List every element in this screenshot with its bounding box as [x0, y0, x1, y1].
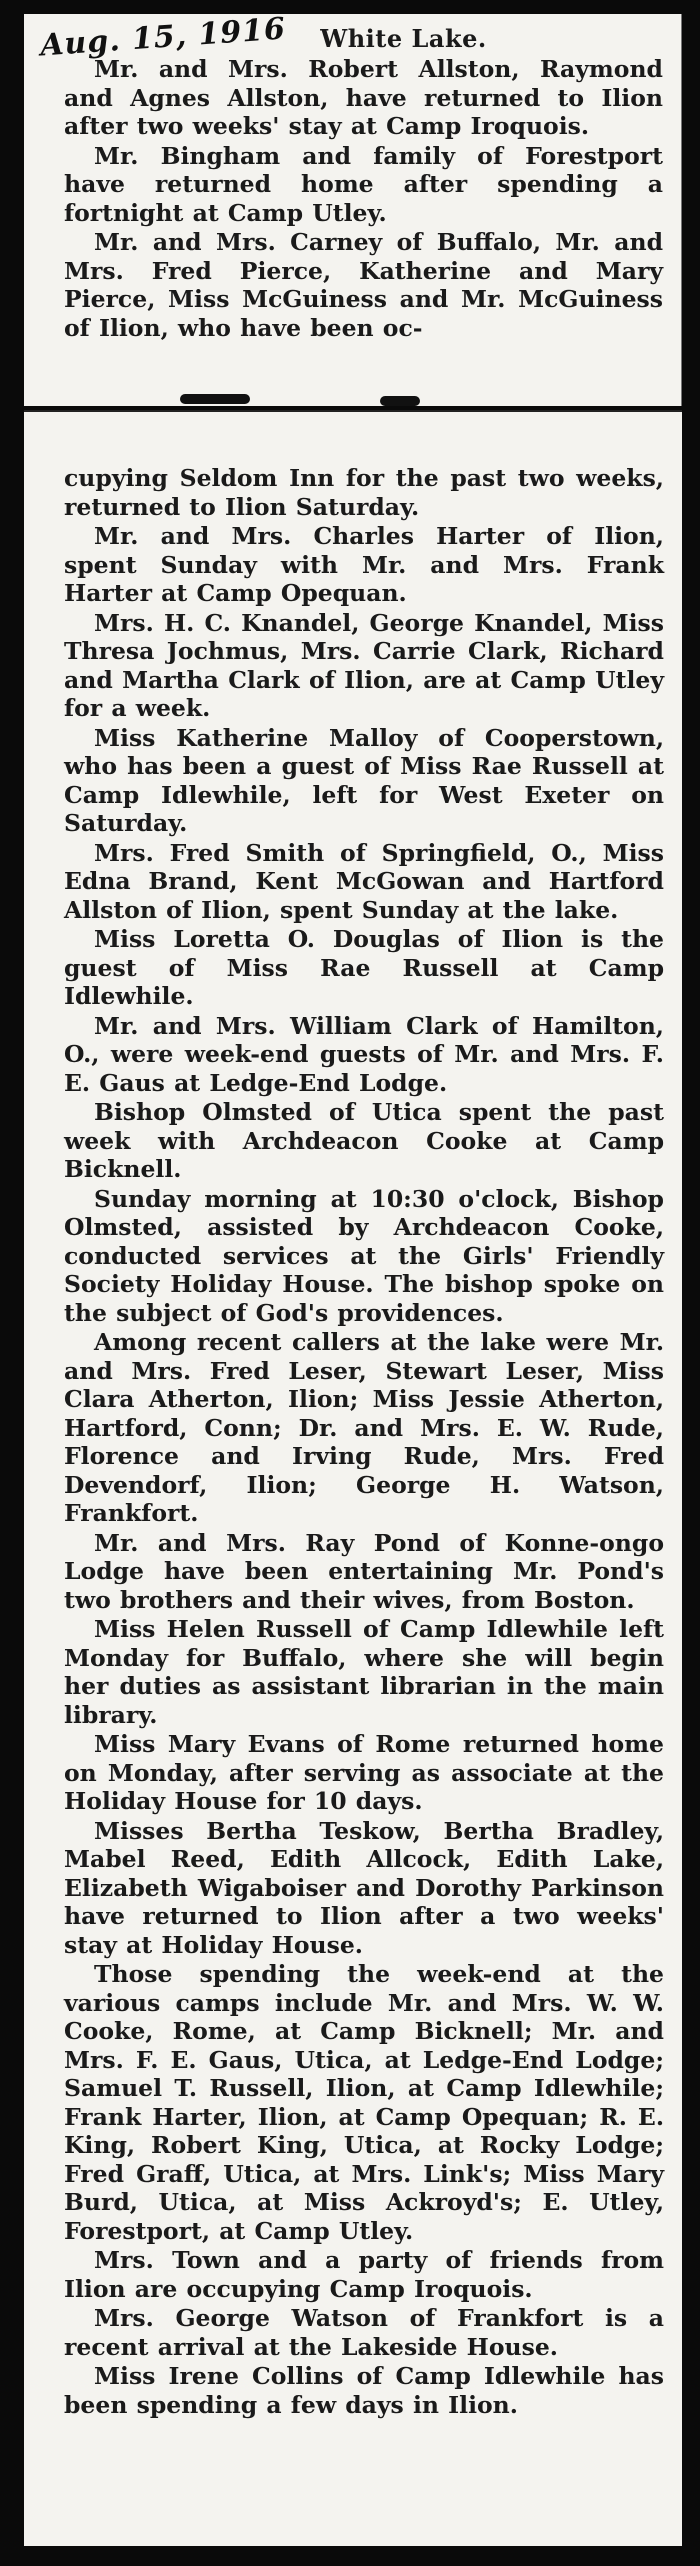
- paragraph: Mr. and Mrs. William Clark of Hamilton, O., were week-end guests of Mr. and Mrs. F. E. Gaus at Ledge-End Lodge.: [64, 1011, 664, 1097]
- paragraph: Mr. and Mrs. Robert Allston, Raymond and Agnes Allston, have returned to Ilion after two weeks' stay at Camp Iroquois.: [64, 55, 663, 140]
- paragraph: Sunday morning at 10:30 o'clock, Bishop Olmsted, assisted by Archdeacon Cooke, conducted services at the Girls' Friendly Society Holiday House. The bishop spoke on the subject of God's providences.: [64, 1184, 664, 1327]
- paragraph: Miss Mary Evans of Rome returned home on Monday, after serving as associate at the Holiday House for 10 days.: [64, 1730, 664, 1815]
- handwritten-date: Aug. 15, 1916: [39, 11, 288, 64]
- paragraph: Mr. and Mrs. Charles Harter of Ilion, spent Sunday with Mr. and Mrs. Frank Harter at Camp Opequan.: [64, 522, 664, 607]
- paragraph: Miss Irene Collins of Camp Idlewhile has been spending a few days in Ilion.: [64, 2362, 664, 2419]
- paragraph: Bishop Olmsted of Utica spent the past week with Archdeacon Cooke at Camp Bicknell.: [64, 1098, 664, 1183]
- paragraph: cupying Seldom Inn for the past two weeks, returned to Ilion Saturday.: [64, 464, 664, 521]
- ink-smudge: [180, 394, 250, 404]
- paragraph: Misses Bertha Teskow, Bertha Bradley, Mabel Reed, Edith Allcock, Edith Lake, Elizabeth Wigaboiser and Dorothy Parkinson have returned to Ilion after a two weeks' stay at Holiday House.: [64, 1816, 664, 1959]
- paragraph: Mr. Bingham and family of Forestport have returned home after spending a fortnight at Camp Utley.: [64, 141, 663, 227]
- paragraph: Mrs. George Watson of Frankfort is a recent arrival at the Lakeside House.: [64, 2304, 664, 2361]
- paragraph: Mr. and Mrs. Ray Pond of Konne-ongo Lodge have been entertaining Mr. Pond's two brothers and their wives, from Boston.: [64, 1528, 664, 1614]
- paragraph: Miss Katherine Malloy of Cooperstown, who has been a guest of Miss Rae Russell at Camp Idlewhile, left for West Exeter on Saturday.: [64, 723, 664, 837]
- paragraph: Miss Helen Russell of Camp Idlewhile left Monday for Buffalo, where she will begin her duties as assistant librarian in the main library.: [64, 1615, 664, 1729]
- ink-smudge: [380, 396, 420, 406]
- paragraph: Those spending the week-end at the various camps include Mr. and Mrs. W. W. Cooke, Rome, at Camp Bicknell; Mr. and Mrs. F. E. Gaus, Utica, at Ledge-End Lodge; Samuel T. Russell, Ilion, at Camp Idlewhile; Frank Harter, Ilion, at Camp Opequan; R. E. King, Robert King, Utica, at Rocky Lodge; Fred Graff, Utica, at Mrs. Link's; Miss Mary Burd, Utica, at Miss Ackroyd's; E. Utley, Forestport, at Camp Utley.: [64, 1960, 664, 2245]
- clipping-top-section: [24, 14, 682, 406]
- paragraph: Mrs. Fred Smith of Springfield, O., Miss Edna Brand, Kent McGowan and Hartford Allston of Ilion, spent Sunday at the lake.: [64, 838, 664, 924]
- paragraph: Mrs. Town and a party of friends from Ilion are occupying Camp Iroquois.: [64, 2246, 664, 2303]
- article-heading: White Lake.: [320, 24, 487, 53]
- paragraph: Miss Loretta O. Douglas of Ilion is the guest of Miss Rae Russell at Camp Idlewhile.: [64, 925, 664, 1010]
- paragraph: Mr. and Mrs. Carney of Buffalo, Mr. and Mrs. Fred Pierce, Katherine and Mary Pierce, Miss McGuiness and Mr. McGuiness of Ilion, who have been oc-: [64, 228, 663, 342]
- paragraph: Among recent callers at the lake were Mr. and Mrs. Fred Leser, Stewart Leser, Miss Clara Atherton, Ilion; Miss Jessie Atherton, Hartford, Conn; Dr. and Mrs. E. W. Rude, Florence and Irving Rude, Mrs. Fred Devendorf, Ilion; George H. Watson, Frankfort.: [64, 1328, 664, 1527]
- clipping-bottom-section: [24, 410, 682, 2546]
- paragraph: Mrs. H. C. Knandel, George Knandel, Miss Thresa Jochmus, Mrs. Carrie Clark, Richard and Martha Clark of Ilion, are at Camp Utley for a week.: [64, 608, 664, 722]
